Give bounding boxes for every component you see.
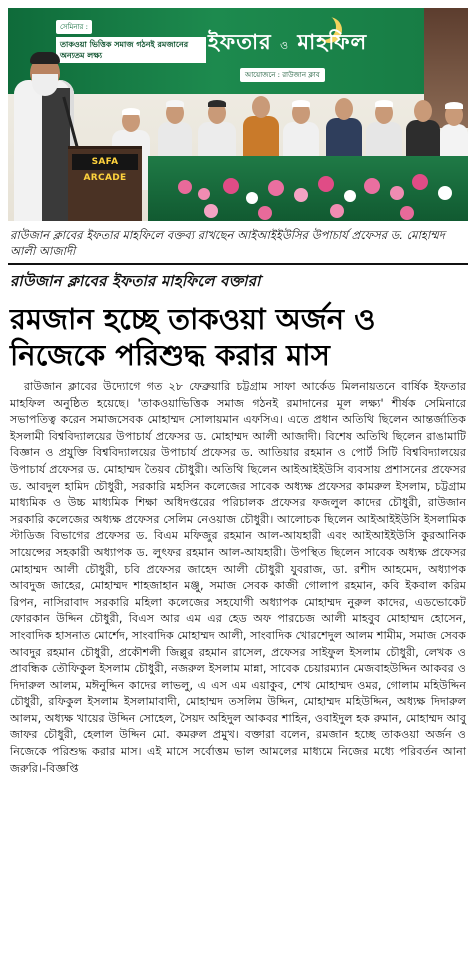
speaker-cap bbox=[30, 52, 60, 64]
divider bbox=[8, 263, 468, 265]
flower-decoration bbox=[223, 178, 239, 194]
flower-decoration bbox=[246, 192, 258, 204]
photo-caption: রাউজান ক্লাবের ইফতার মাহফিলে বক্তব্য রাখছেন আইআইইউসির উপাচার্য প্রফেসর ড. মোহাম্মদ আলী আজাদী bbox=[10, 228, 445, 258]
banner-title bbox=[208, 26, 367, 61]
kicker-heading: রাউজান ক্লাবের ইফতার মাহফিলে বক্তারা bbox=[10, 272, 261, 290]
flower-decoration bbox=[438, 186, 452, 200]
banner-seminar-block bbox=[56, 14, 206, 63]
flower-decoration bbox=[412, 174, 428, 190]
flower-decoration bbox=[330, 204, 344, 218]
article-body: রাউজান ক্লাবের উদ্যোগে গত ২৮ ফেব্রুয়ারি চট্টগ্রাম সাফা আর্কেড মিলনায়তনে বার্ষিক ইফতার মাহফিল অনুষ্ঠিত হয়েছে। 'তাকওয়াভিত্তিক সমাজ গঠনই রমাদানের মূল লক্ষ্য' শীর্ষক সেমিনারে সভাপতিত্ব করেন সমাজসেবক মোহাম্মদ সোলায়মান এফসিএ। এতে প্রধান অতিথি ছিলেন আন্তর্জাতিক ইসলামী বিশ্ববিদ্যালয়ের উপাচার্য প্রফেসর ড. মোহাম্মদ আলী আজাদী। বিশেষ অতিথি ছিলেন রাঙামাটি বিজ্ঞান ও প্রযুক্তি বিশ্ববিদ্যালয়ের উপাচার্য প্রফেসর ড. আতিয়ার রহমান ও পোর্ট সিটি বিশ্ববিদ্যালয়ের উপাচার্য প্রফেসর ড. মোহাম্মদ তৈয়ব চৌধুরী। অতিথি ছিলেন আইআইইউসি ব্যবসায় প্রশাসনের প্রফেসর ড. আবদুল হামিদ চৌধুরী, সরকারি মহসিন কলেজের সাবেক অধ্যক্ষ প্রফেসর কামরুল ইসলাম, চট্টগ্রাম মাধ্যমিক ও উচ্চ মাধ্যমিক শিক্ষা অধিদপ্তরের পরিচালক প্রফেসর ফজলুল কাদের চৌধুরী, রাউজান সরকারি কলেজের অধ্যক্ষ প্রফেসর সেলিম নেওয়াজ চৌধুরী। আলোচক ছিলেন আইআইইউসি ইসলামিক স্টাডিজ বিভাগের প্রফেসর ড. বিএম মফিজুর রহমান আল-আযহারী এবং আইআইইউসি কুরআনিক সায়েন্সের সহকারী অধ্যাপক ড. লুৎফর রহমান আল-আযহারী। উপস্থিত ছিলেন সাবেক অধ্যক্ষ প্রফেসর মোহাম্মদ আলী চৌধুরী, চবি প্রফেসর জাহেদ আলী চৌধুরী যুবরাজ, ডা. রশীদ আহমেদ, অধ্যাপক আবদুজ জাহের, মোহাম্মদ শাহজাহান মঞ্জু, সমাজ সেবক কাজী গোলাপ রহমান, কবি ইকবাল করিম রিপন, নাসিরাবাদ সরকারি মহিলা কলেজের সহযোগী অধ্যাপক মোহাম্মদ নুরুল কাদের, এডভোকেট ফোরকান উদ্দিন চৌধুরী, বিএস আর এম এর হেড অফ পারচেজ আলী মাহবুব মোহাম্মদ হোসেন, সাংবাদিক হাসনাত মোর্শেদ, সাংবাদিক মোহাম্মদ আলী, সাংবাদিক খোরশেদুল আলম শামীম, সমাজ সেবক আবদুর রহমান চৌধুরী, প্রকৌশলী জিল্লুর রহমান রাসেল, প্রফেসর সাইফুল ইসলাম চৌধুরী, লেখক ও প্রাবন্ধিক তৌফিকুল ইসলাম চৌধুরী, নজরুল ইসলাম মান্না, সাবেক চেয়ারম্যান মেজবাহউদ্দিন আকবর ও দিদারুল আলম, মঈনুদ্দিন কাদের লাভলু, এ এস এম এয়াকুব, শেখ মোহাম্মদ ওমর, গোলাম মহিউদ্দিন চৌধুরী, রফিকুল ইসলাম ইসলামাবাদী, মোহাম্মদ তসলিম উদ্দিন, মোহাম্মদ মহিউদ্দিন, অধ্যক্ষ দিদারুল আলম, অধ্যক্ষ খায়ের উদ্দিন সোহেল, সৈয়দ অহিদুল আকবর শাহিন, ওবাইদুল হক রুমান, মোহাম্মদ আবু জাফর চৌধুরী, হেলাল উদ্দিন মো. কমরুল প্রমুখ। বক্তারা বলেন, রমজান হচ্ছে তাকওয়া অর্জন ও নিজেকে পরিশুদ্ধ করার মাস। এই মাসে সর্বোত্তম ভাল আমলের মাধ্যমে নিজের মধ্যে পরিবর্তন আনা জরুরি।-বিজ্ঞপ্তি bbox=[10, 380, 466, 775]
banner-title-small: ও bbox=[279, 39, 290, 52]
flower-decoration bbox=[400, 206, 414, 220]
banner-seminar-title: তাকওয়া ভিত্তিক সমাজ গঠনই রমজানের অন্যতম লক্ষ্য bbox=[56, 37, 206, 63]
flower-decoration bbox=[178, 180, 192, 194]
banner-organizer: আয়োজনে : রাউজান ক্লাব bbox=[240, 68, 325, 82]
stage-banner bbox=[8, 8, 468, 94]
banner-title-part2: মাহফিল bbox=[297, 29, 368, 54]
flower-decoration bbox=[268, 180, 284, 196]
flower-decoration bbox=[364, 178, 380, 194]
banner-seminar-tag: সেমিনার : bbox=[56, 20, 92, 34]
flower-decoration bbox=[318, 176, 334, 192]
flower-decoration bbox=[344, 190, 356, 202]
headline: রমজান হচ্ছে তাকওয়া অর্জন ও নিজেকে পরিশুদ্ধ করার মাস bbox=[10, 302, 376, 372]
flower-decoration bbox=[258, 206, 272, 220]
flower-decoration bbox=[198, 188, 210, 200]
banner-title-part1: ইফতার bbox=[208, 29, 272, 54]
flower-decoration bbox=[390, 186, 404, 200]
flower-decoration bbox=[294, 188, 308, 202]
event-photo bbox=[8, 8, 468, 221]
podium-label: SAFA ARCADE bbox=[72, 154, 138, 170]
flower-decoration bbox=[204, 204, 218, 218]
